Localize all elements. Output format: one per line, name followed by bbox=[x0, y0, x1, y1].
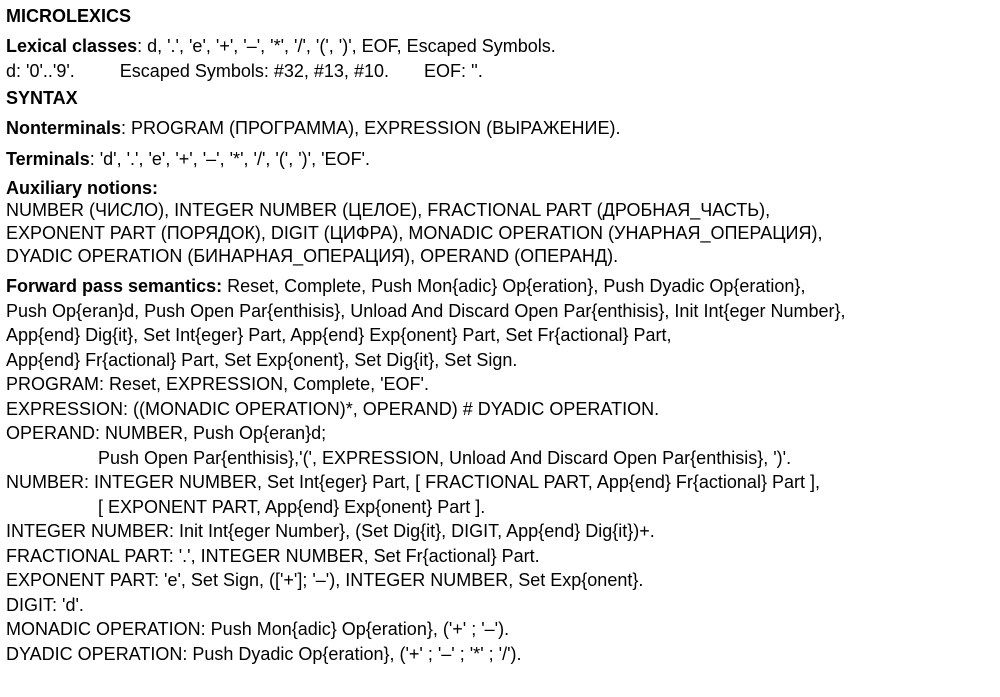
escaped-symbols-definition: Escaped Symbols: #32, #13, #10. bbox=[119, 60, 389, 81]
terminals-line bbox=[6, 147, 994, 172]
eof-definition: EOF: ''. bbox=[423, 60, 483, 81]
auxiliary-notions-label: Auxiliary notions: bbox=[6, 178, 159, 198]
semantics-line: App{end} Fr{actional} Part, Set Exp{onent}, Set Dig{it}, Set Sign. bbox=[6, 349, 518, 370]
microlexics-heading: MICROLEXICS bbox=[6, 6, 132, 26]
semantics-line: App{end} Dig{it}, Set Int{eger} Part, App{end} Exp{onent} Part, Set Fr{actional} Part, bbox=[6, 325, 672, 345]
auxiliary-line: NUMBER (ЧИСЛО), INTEGER NUMBER (ЦЕЛОЕ), FRACTIONAL PART (ДРОБНАЯ_ЧАСТЬ), bbox=[6, 200, 771, 220]
rule-operand: OPERAND: NUMBER, Push Op{eran}d; bbox=[6, 423, 327, 443]
terminals-label: Terminals bbox=[6, 148, 90, 169]
lexical-classes-label: Lexical classes bbox=[6, 36, 138, 56]
rule-number: NUMBER: INTEGER NUMBER, Set Int{eger} Part, [ FRACTIONAL PART, App{end} Fr{actional} Part ], bbox=[6, 472, 820, 492]
rule-program: PROGRAM: Reset, EXPRESSION, Complete, 'EOF'. bbox=[6, 374, 429, 394]
rule-number-continuation: [ EXPONENT PART, App{end} Exp{onent} Part ]. bbox=[98, 496, 486, 517]
semantics-line: Push Op{eran}d, Push Open Par{enthisis}, Unload And Discard Open Par{enthisis}, Init Int{eger Number}, bbox=[6, 300, 846, 321]
nonterminals-line bbox=[6, 116, 994, 141]
rule-monadic-operation: MONADIC OPERATION: Push Mon{adic} Op{eration}, ('+' ; '–'). bbox=[6, 619, 510, 639]
auxiliary-line: EXPONENT PART (ПОРЯДОК), DIGIT (ЦИФРА), MONADIC OPERATION (УНАРНАЯ_ОПЕРАЦИЯ), bbox=[6, 223, 823, 243]
nonterminals-label: Nonterminals bbox=[6, 118, 122, 138]
lexical-definitions-line bbox=[6, 59, 994, 84]
rule-operand-continuation: Push Open Par{enthisis},'(', EXPRESSION, Unload And Discard Open Par{enthisis}, ')'. bbox=[98, 447, 792, 468]
d-definition: d: '0'..'9'. bbox=[6, 60, 75, 81]
rule-exponent-part: EXPONENT PART: 'e', Set Sign, (['+']; '–'), INTEGER NUMBER, Set Exp{onent}. bbox=[6, 570, 644, 590]
syntax-heading: SYNTAX bbox=[6, 88, 78, 108]
lexical-classes-text: : d, '.', 'e', '+', '–', '*', '/', '(', ')', EOF, Escaped Symbols. bbox=[137, 36, 556, 56]
semantics-line bbox=[6, 274, 994, 299]
lexical-classes-line bbox=[6, 34, 994, 59]
rule-digit: DIGIT: 'd'. bbox=[6, 594, 84, 615]
terminals-text: : 'd', '.', 'e', '+', '–', '*', '/', '(', ')', 'EOF'. bbox=[89, 148, 370, 169]
auxiliary-line: DYADIC OPERATION (БИНАРНАЯ_ОПЕРАЦИЯ), OPERAND (ОПЕРАНД). bbox=[6, 246, 619, 266]
semantics-first-text: Reset, Complete, Push Mon{adic} Op{eration}, Push Dyadic Op{eration}, bbox=[222, 276, 806, 296]
rule-expression: EXPRESSION: ((MONADIC OPERATION)*, OPERAND) # DYADIC OPERATION. bbox=[6, 398, 660, 419]
semantics-label: Forward pass semantics: bbox=[6, 276, 223, 296]
rule-fractional-part: FRACTIONAL PART: '.', INTEGER NUMBER, Set Fr{actional} Part. bbox=[6, 545, 540, 566]
rule-integer-number: INTEGER NUMBER: Init Int{eger Number}, (Set Dig{it}, DIGIT, App{end} Dig{it})+. bbox=[6, 521, 655, 541]
rule-dyadic-operation: DYADIC OPERATION: Push Dyadic Op{eration}, ('+' ; '–' ; '*' ; '/'). bbox=[6, 643, 522, 664]
nonterminals-text: : PROGRAM (ПРОГРАММА), EXPRESSION (ВЫРАЖЕНИЕ). bbox=[121, 118, 621, 138]
